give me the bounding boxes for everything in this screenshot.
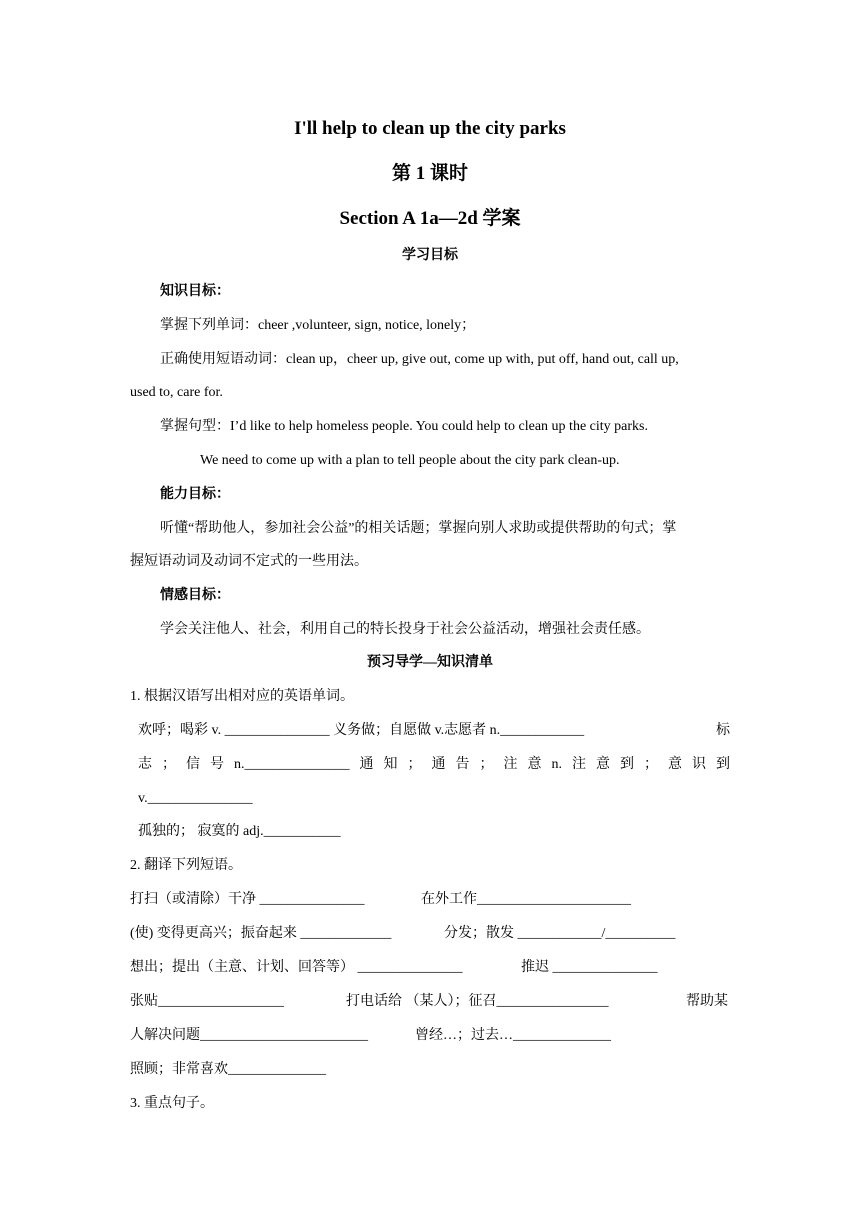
ability-line-2: 握短语动词及动词不定式的一些用法。 (130, 554, 368, 569)
q1-row2-char: ； (407, 757, 422, 772)
q2-row2-left: (使) 变得更高兴；振奋起来 _____________ (130, 926, 392, 941)
q1-row2-char: 到 (620, 757, 634, 772)
q1-row2-char: 识 (692, 757, 706, 772)
q1-row2-char: 通 (431, 757, 446, 772)
q1-row2 (138, 755, 730, 775)
q2-row5-left: 人解决问题________________________ (130, 1028, 368, 1043)
q1-row2-char: 注 (572, 757, 586, 772)
question-3: 3. 重点句子。 (130, 1096, 214, 1111)
q1-row2-char: ； (162, 757, 176, 772)
section-title: Section A 1a—2d 学案 (339, 208, 521, 229)
question-2: 2. 翻译下列短语。 (130, 858, 242, 873)
q2-row4-right: 帮助某 (686, 994, 728, 1009)
q1-row2-char: ； (644, 757, 658, 772)
preview-heading: 预习导学—知识清单 (367, 655, 493, 670)
emotion-line: 学会关注他人、社会，利用自己的特长投身于社会公益活动，增强社会责任感。 (160, 622, 650, 637)
q1-row4: 孤独的； 寂寞的 adj.___________ (138, 824, 341, 839)
q1-row2-char: 通 (359, 757, 374, 772)
doc-title: I'll help to clean up the city parks (294, 118, 566, 139)
question-1: 1. 根据汉语写出相对应的英语单词。 (130, 689, 354, 704)
q2-row1-left: 打扫（或清除）干净 _______________ (130, 892, 365, 907)
q1-row3: v._______________ (138, 791, 253, 806)
q1-row2-char: ； (479, 757, 494, 772)
q2-row1-right: 在外工作______________________ (421, 892, 631, 907)
ability-heading: 能力目标： (160, 487, 230, 502)
sentence-line-1: 掌握句型：I’d like to help homeless people. You could help to clean up the city parks. (160, 419, 648, 434)
q1-row2-char: 知 (383, 757, 398, 772)
q1-row2-char: 到 (716, 757, 730, 772)
emotion-heading: 情感目标： (160, 588, 230, 603)
q2-row4-left: 张贴__________________ (130, 994, 284, 1009)
q1-row2-char: 号 (210, 757, 224, 772)
q1-row2-char: 意 (596, 757, 610, 772)
goals-heading: 学习目标 (402, 248, 458, 263)
q1-row1-tail: 标 (716, 723, 730, 738)
q1-row2-char: 意 (668, 757, 682, 772)
q1-row2-char: n. (551, 757, 562, 772)
q1-row2-char: 志 (138, 757, 152, 772)
words-line: 掌握下列单词：cheer ,volunteer, sign, notice, lonely； (160, 318, 476, 333)
q1-row2-char: 注 (503, 757, 518, 772)
q2-row5-right: 曾经…；过去…______________ (415, 1028, 611, 1043)
phrases-line-1: 正确使用短语动词：clean up，cheer up, give out, come up with, put off, hand out, call up, (160, 352, 679, 367)
q1-row1: 欢呼；喝彩 v. _______________ 义务做；自愿做 v.志愿者 n.____________ (138, 723, 585, 738)
q1-row2-char: 信 (186, 757, 200, 772)
q2-row2-right: 分发；散发 ____________/__________ (444, 926, 676, 941)
q1-row2-blank: n._______________ (234, 757, 350, 772)
q2-row3-left: 想出；提出（主意、计划、回答等） _______________ (130, 960, 463, 975)
sentence-line-2: We need to come up with a plan to tell people about the city park clean-up. (200, 453, 620, 468)
phrases-line-2: used to, care for. (130, 385, 223, 400)
ability-line-1: 听懂“帮助他人，参加社会公益”的相关话题；掌握向别人求助或提供帮助的句式；掌 (160, 521, 677, 536)
q1-row2-char: 意 (527, 757, 542, 772)
q1-row2-char: 告 (455, 757, 470, 772)
q2-row3-right: 推迟 _______________ (521, 960, 658, 975)
knowledge-heading: 知识目标： (160, 284, 230, 299)
lesson-number: 第 1 课时 (391, 163, 468, 184)
q2-row4-mid: 打电话给 （某人）；征召________________ (346, 994, 609, 1009)
q2-row6: 照顾；非常喜欢______________ (130, 1062, 326, 1077)
